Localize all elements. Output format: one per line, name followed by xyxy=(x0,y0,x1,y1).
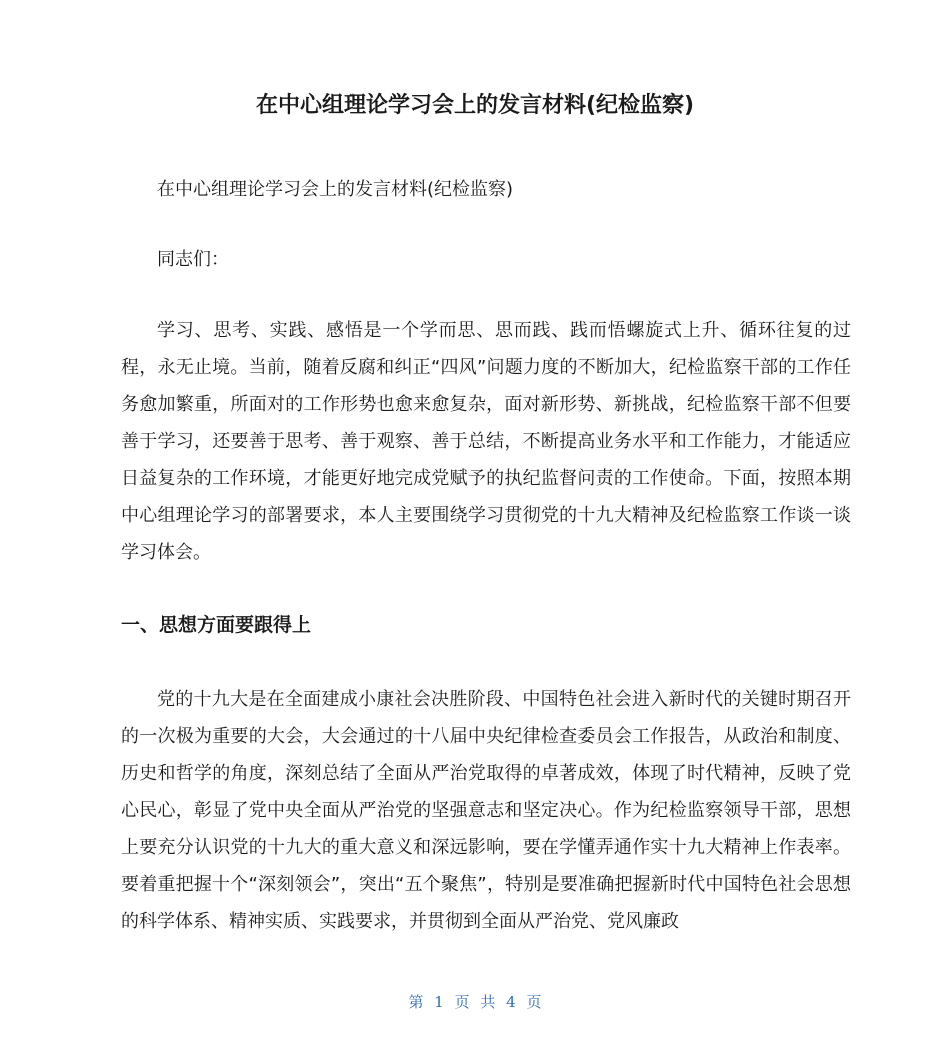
intro-paragraph: 学习、思考、实践、感悟是一个学而思、思而践、践而悟螺旋式上升、循环往复的过程，永无止境。当前，随着反腐和纠正“四风”问题力度的不断加大，纪检监察干部的工作任务愈加繁重，所面对的工作形势也愈来愈复杂，面对新形势、新挑战，纪检监察干部不但要善于学习，还要善于思考、善于观察、善于总结，不断提高业务水平和工作能力，才能适应日益复杂的工作环境，才能更好地完成党赋予的执纪监督问责的工作使命。下面，按照本期中心组理论学习的部署要求，本人主要围绕学习贯彻党的十九大精神及纪检监察工作谈一谈学习体会。 xyxy=(121,320,851,563)
section-paragraph: 党的十九大是在全面建成小康社会决胜阶段、中国特色社会进入新时代的关键时期召开的一次极为重要的大会，大会通过的十八届中央纪律检查委员会工作报告，从政治和制度、历史和哲学的角度，深刻总结了全面从严治党取得的卓著成效，体现了时代精神，反映了党心民心，彰显了党中央全面从严治党的坚强意志和坚定决心。作为纪检监察领导干部，思想上要充分认识党的十九大的重大意义和深远影响，要在学懂弄通作实十九大精神上作表率。要着重把握十个“深刻领会”，突出“五个聚焦”，特别是要准确把握新时代中国特色社会思想的科学体系、精神实质、实践要求，并贯彻到全面从严治党、党风廉政 xyxy=(121,689,851,932)
document-title: 在中心组理论学习会上的发言材料(纪检监察) xyxy=(255,93,695,118)
page-indicator: 第 1 页 共 4 页 xyxy=(408,993,542,1011)
salutation: 同志们： xyxy=(157,249,229,270)
section-heading: 一、思想方面要跟得上 xyxy=(121,614,312,636)
subtitle-line: 在中心组理论学习会上的发言材料(纪检监察) xyxy=(157,179,514,200)
